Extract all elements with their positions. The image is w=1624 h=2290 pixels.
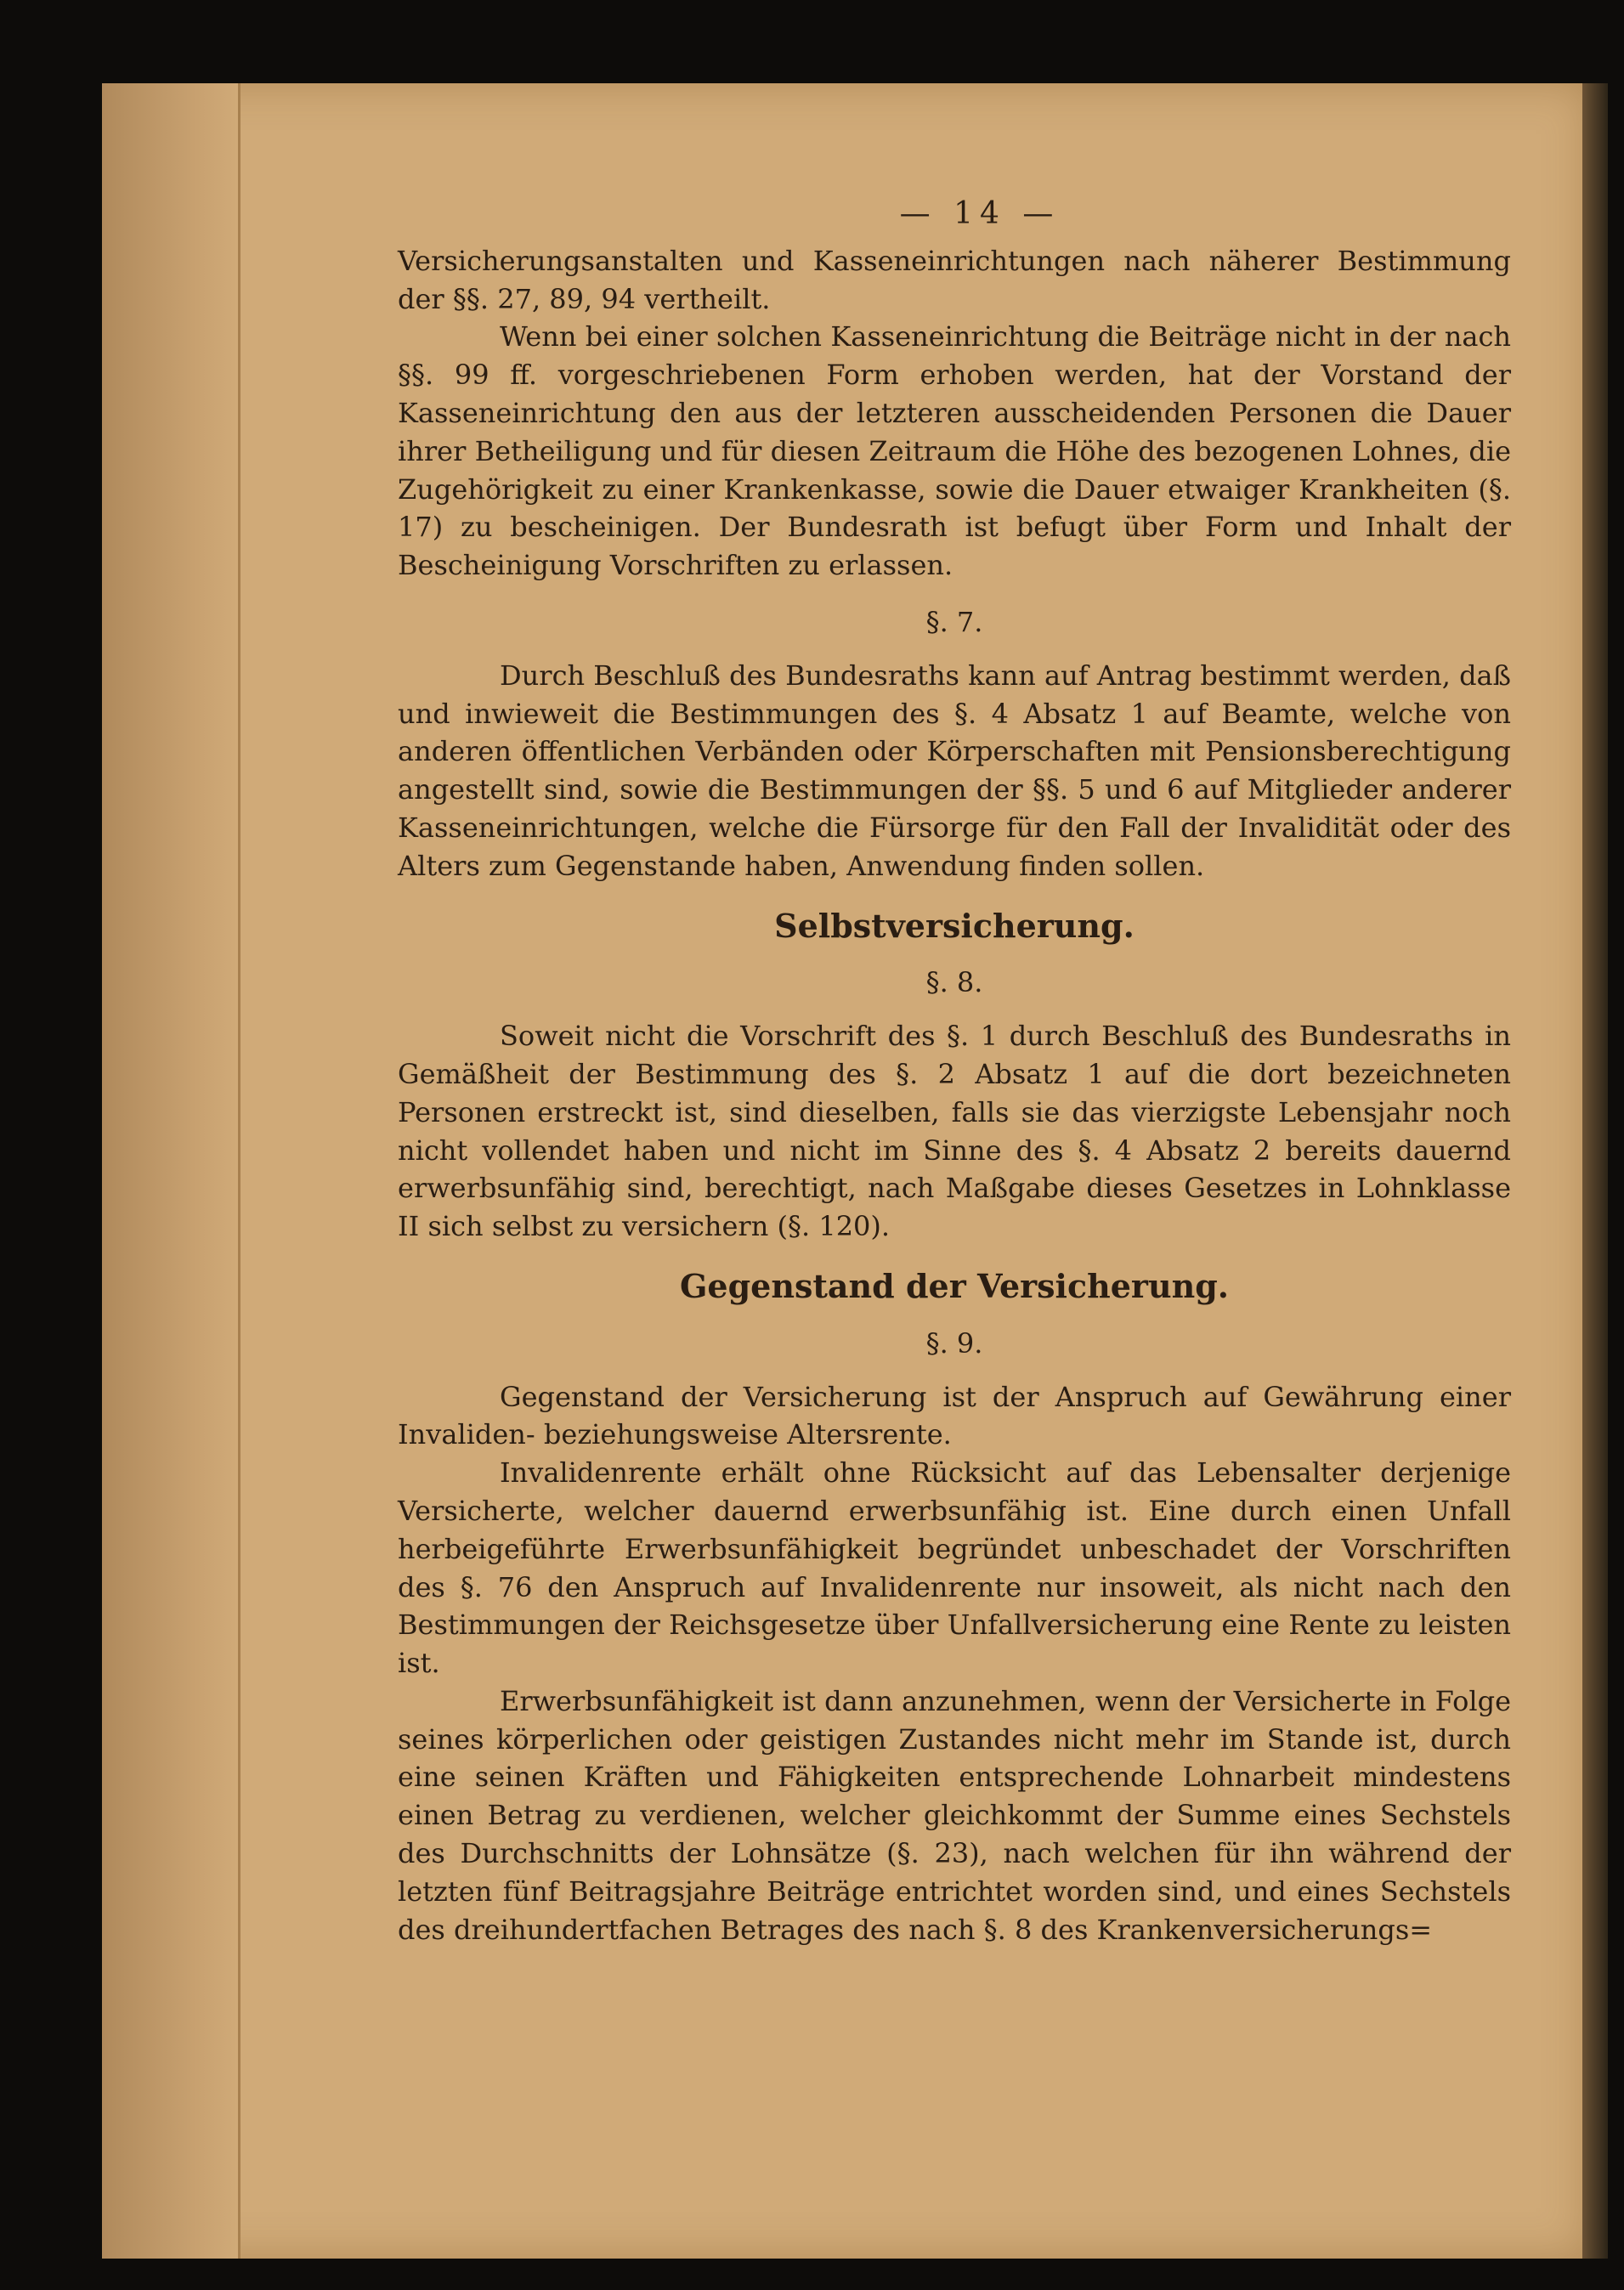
heading-selbstversicherung: Selbstversicherung. (774, 906, 1135, 945)
text-block (398, 195, 1511, 1948)
paragraph-section-8: Soweit nicht die Vorschrift des §. 1 durch Beschluß des Bundesraths in Gemäßheit der Bestimmung des §. 2 Absatz 1 auf die dort bezeichneten Personen erstreckt ist, sind dieselben, falls sie das vierzigste Lebensjahr noch nicht vollendet haben und nicht im Sinne des §. 4 Absatz 2 bereits dauernd erwerbsunfähig sind, berechtigt, nach Maßgabe dieses Gesetzes in Lohnklasse II sich selbst zu versichern (§. 120). (398, 1020, 1511, 1243)
section-mark-8: §. 8. (925, 966, 983, 999)
paragraph-section-7: Durch Beschluß des Bundesraths kann auf Antrag bestimmt werden, daß und inwieweit die Bestimmungen des §. 4 Absatz 1 auf Beamte, welche von anderen öffentlichen Verbänden oder Körperschaften mit Pensionsberechtigung angestellt sind, sowie die Bestimmungen der §§. 5 und 6 auf Mitglieder anderer Kasseneinrichtungen, welche die Fürsorge für den Fall der Invalidität oder des Alters zum Gegenstande haben, Anwendung finden sollen. (398, 659, 1511, 882)
section-mark-9: §. 9. (925, 1326, 983, 1360)
paragraph-section-9-b: Invalidenrente erhält ohne Rücksicht auf das Lebensalter derjenige Versicherte, welcher dauernd erwerbsunfähig ist. Eine durch einen Unfall herbeigeführte Erwerbsunfähigkeit begründet unbeschadet der Vorschriften des §. 76 den Anspruch auf Invalidenrente nur insoweit, als nicht nach den Bestimmungen der Reichsgesetze über Unfallversicherung eine Rente zu leisten ist. (398, 1456, 1511, 1680)
page-binding-edge (102, 83, 240, 2259)
page-number: — 14 — (899, 196, 1061, 231)
paragraph-section-9-c: Erwerbsunfähigkeit ist dann anzunehmen, wenn der Versicherte in Folge seines körperlichen oder geistigen Zustandes nicht mehr im Stande ist, durch eine seinen Kräften und Fähigkeiten entsprechende Lohnarbeit mindestens einen Betrag zu verdienen, welcher gleichkommt der Summe eines Sechstels des Durchschnitts der Lohnsätze (§. 23), nach welchen für ihn während der letzten fünf Beitragsjahre Beiträge entrichtet worden sind, und eines Sechstels des dreihundertfachen Betrages des nach §. 8 des Krankenversicherungs= (398, 1684, 1511, 1946)
paragraph-continuation: Versicherungsanstalten und Kasseneinrichtungen nach näherer Bestimmung der §§. 27, 89, 94 vertheilt. (398, 244, 1511, 315)
paragraph-section-9-a: Gegenstand der Versicherung ist der Anspruch auf Gewährung einer Invaliden- beziehungsweise Altersrente. (398, 1380, 1511, 1451)
paragraph-bescheinigung: Wenn bei einer solchen Kasseneinrichtung die Beiträge nicht in der nach §§. 99 ff. vorgeschriebenen Form erhoben werden, hat der Vorstand der Kasseneinrichtung den aus der letzteren ausscheidenden Personen die Dauer ihrer Betheiligung und für diesen Zeitraum die Höhe des bezogenen Lohnes, die Zugehörigkeit zu einer Krankenkasse, sowie die Dauer etwaiger Krankheiten (§. 17) zu bescheinigen. Der Bundesrath ist befugt über Form und Inhalt der Bescheinigung Vorschriften zu erlassen. (398, 320, 1511, 582)
book-spine-edge (1582, 83, 1608, 2259)
section-mark-7: §. 7. (925, 605, 983, 638)
heading-gegenstand: Gegenstand der Versicherung. (679, 1266, 1230, 1305)
